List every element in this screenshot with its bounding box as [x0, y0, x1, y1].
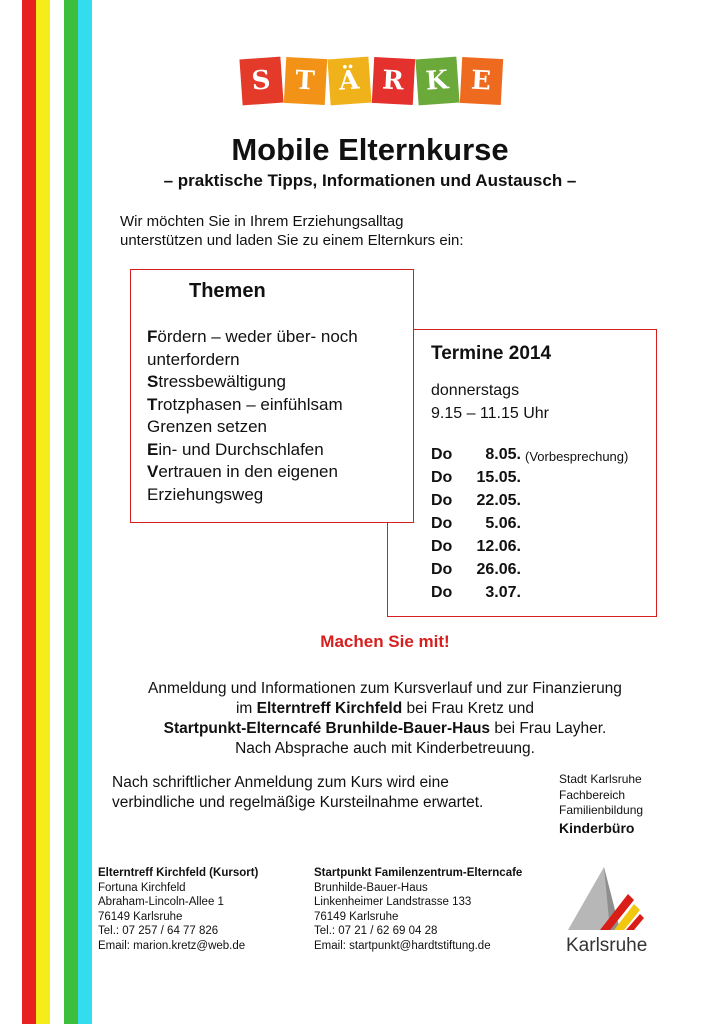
intro-line: unterstützen und laden Sie zu einem Elternkurs ein:	[120, 232, 464, 249]
themen-item: Vertrauen in den eigenen	[147, 462, 338, 481]
themen-list	[147, 326, 358, 506]
intro-line: Wir möchten Sie in Ihrem Erziehungsalltag	[120, 213, 404, 230]
logo-tile: E	[460, 57, 503, 105]
themen-item: Ein- und Durchschlafen	[147, 439, 324, 459]
themen-item: Grenzen setzen	[147, 417, 268, 436]
themen-item: Trotzphasen – einfühlsam	[147, 394, 343, 414]
contact-line: Linkenheimer Landstrasse 133	[314, 896, 472, 908]
termine-dates	[431, 443, 628, 604]
contact-email[interactable]: Email: marion.kretz@web.de	[98, 939, 246, 952]
city-line: Familienbildung	[559, 803, 644, 817]
date-row: Do 3.07.	[431, 584, 521, 601]
logo-tile: K	[415, 57, 459, 106]
karlsruhe-logo-text: Karlsruhe	[566, 935, 648, 956]
date-row: Do 15.05.	[431, 469, 521, 486]
themen-item: Stressbewältigung	[147, 372, 286, 391]
city-line: Kinderbüro	[559, 819, 635, 836]
contact-line: 76149 Karlsruhe	[314, 910, 399, 923]
termine-weekday: donnerstags	[431, 382, 520, 399]
attendance-notice	[112, 773, 483, 813]
city-line: Fachbereich	[559, 787, 626, 802]
contact-heading: Elterntreff Kirchfeld (Kursort)	[98, 867, 259, 879]
registration-info	[0, 679, 724, 759]
termine-time: 9.15 – 11.15 Uhr	[431, 405, 550, 422]
logo-tile: T	[284, 57, 327, 105]
contact-startpunkt	[314, 866, 522, 953]
registration-line: Nach Absprache auch mit Kinderbetreuung.	[235, 740, 535, 757]
themen-item: unterfordern	[147, 349, 240, 369]
registration-line: Startpunkt-Elterncafé Brunhilde-Bauer-Haus bei Frau Layher.	[163, 720, 607, 737]
city-department	[559, 772, 643, 838]
date-row: Do 26.06.	[431, 561, 521, 578]
date-row: Do 8.05. (Vorbesprechung)	[431, 446, 629, 464]
contact-line: Brunhilde-Bauer-Haus	[314, 881, 428, 894]
intro-text	[120, 212, 464, 250]
call-to-action: Machen Sie mit!	[320, 632, 450, 651]
contact-line: Tel.: 07 257 / 64 77 826	[98, 925, 219, 937]
themen-heading: Themen	[189, 280, 266, 302]
contact-heading: Startpunkt Familenzentrum-Elterncafe	[314, 867, 523, 879]
date-row: Do 12.06.	[431, 538, 521, 555]
themen-box	[130, 269, 414, 523]
termine-box	[387, 329, 657, 617]
notice-line: Nach schriftlicher Anmeldung zum Kurs wird eine	[112, 774, 449, 791]
page-title: Mobile Elternkurse	[231, 132, 509, 167]
contact-elterntreff	[98, 866, 258, 953]
termine-schedule	[431, 379, 549, 425]
contact-line: Abraham-Lincoln-Allee 1	[98, 896, 224, 908]
logo-tile: R	[372, 57, 415, 105]
registration-line: Anmeldung und Informationen zum Kursverlauf und zur Finanzierung	[148, 680, 622, 697]
page-subtitle: – praktische Tipps, Informationen und Austausch –	[163, 171, 577, 190]
date-row: Do 22.05.	[431, 492, 521, 509]
contact-line: Tel.: 07 21 / 62 69 04 28	[314, 925, 438, 937]
notice-line: verbindliche und regelmäßige Kursteilnahme erwartet.	[112, 794, 484, 811]
contact-line: Fortuna Kirchfeld	[98, 881, 186, 894]
logo-tile: Ä	[327, 57, 371, 106]
contact-line: 76149 Karlsruhe	[98, 910, 183, 923]
contact-email[interactable]: Email: startpunkt@hardtstiftung.de	[314, 939, 491, 952]
date-row: Do 5.06.	[431, 515, 521, 532]
termine-heading: Termine 2014	[431, 343, 552, 364]
themen-item: Fördern – weder über- noch	[147, 327, 358, 346]
registration-line: im Elterntreff Kirchfeld bei Frau Kretz und	[235, 700, 535, 717]
themen-item: Erziehungsweg	[147, 484, 264, 504]
staerke-logo	[241, 58, 502, 104]
city-line: Stadt Karlsruhe	[559, 772, 642, 786]
logo-tile: S	[239, 57, 283, 106]
